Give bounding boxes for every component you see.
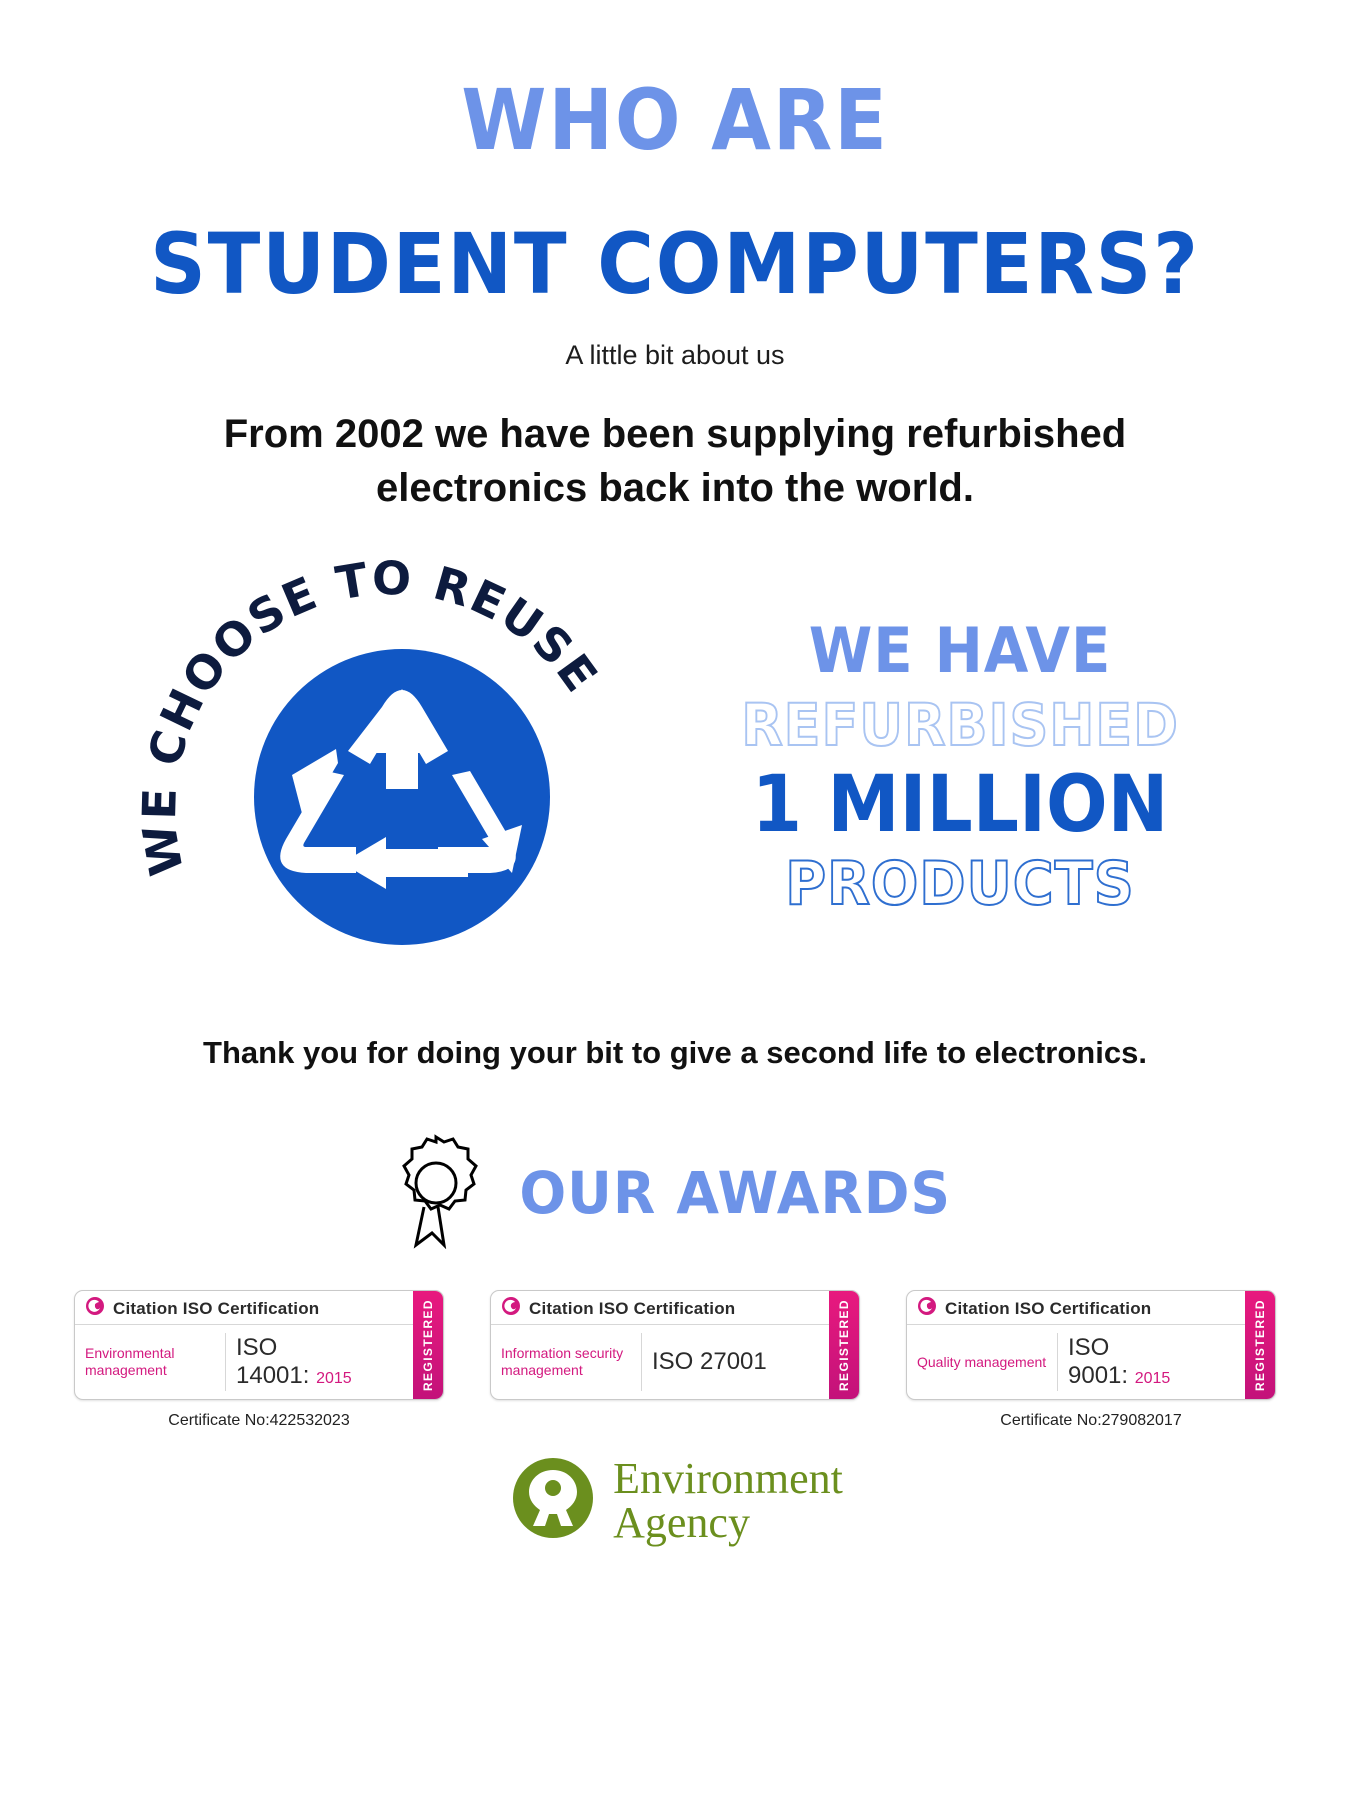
certificate-standard-line1: ISO [236, 1334, 278, 1362]
rosette-icon [388, 1131, 484, 1254]
certificate-scheme: Environmental management [85, 1345, 175, 1378]
certificate-standard [236, 1334, 352, 1389]
certificate-card-infosec [490, 1290, 860, 1412]
environment-agency-logo [0, 1452, 1350, 1549]
intro-paragraph: From 2002 we have been supplying refurbished electronics back into the world. [223, 412, 1127, 510]
citation-logo-icon [85, 1296, 105, 1321]
certificate-card-environmental [74, 1290, 444, 1430]
awards-title: OUR AWARDS [519, 1158, 951, 1227]
awards-heading [0, 1131, 1350, 1254]
page-subtitle: A little bit about us [565, 340, 785, 370]
environment-agency-line2: Agency [613, 1497, 750, 1547]
middle-band [0, 557, 1350, 977]
reuse-badge [130, 557, 670, 977]
page-title-line2: STUDENT COMPUTERS? [150, 215, 1200, 313]
certificate-year: 2015 [1134, 1370, 1171, 1387]
certificate-brand: Citation ISO Certification [113, 1298, 320, 1318]
citation-logo-icon [917, 1296, 937, 1321]
page-title-line1: WHO ARE [461, 71, 889, 169]
divider [225, 1333, 226, 1391]
certificate-registered-band [413, 1291, 443, 1399]
environment-agency-text [613, 1453, 843, 1547]
citation-logo-icon [501, 1296, 521, 1321]
environment-agency-line1: Environment [613, 1453, 843, 1503]
stat-line-2: REFURBISHED [741, 691, 1179, 759]
certificate-standard-line2: 9001: [1068, 1362, 1129, 1389]
certificates-row [0, 1290, 1350, 1430]
certificate-card-quality [906, 1290, 1276, 1430]
divider [641, 1333, 642, 1391]
badge-curved-text: WE CHOOSE TO REUSE [131, 557, 610, 880]
certificate-registered-label: REGISTERED [837, 1298, 851, 1391]
certificate-brand: Citation ISO Certification [529, 1298, 736, 1318]
certificate-standard-line1: ISO [1068, 1334, 1110, 1362]
certificate-registered-band [1245, 1291, 1275, 1399]
certificate-registered-label: REGISTERED [1253, 1298, 1267, 1391]
certificate-standard-line1: ISO 27001 [652, 1348, 767, 1376]
certificate-standard-line2: 14001: [236, 1362, 310, 1389]
certificate-year: 2015 [316, 1370, 352, 1387]
stat-line-3: 1 MILLION [751, 760, 1169, 850]
divider [1057, 1333, 1058, 1391]
stat-line-1: WE HAVE [808, 614, 1112, 687]
environment-agency-tree-icon [507, 1452, 599, 1549]
certificate-registered-band [829, 1291, 859, 1399]
thanks-message: Thank you for doing your bit to give a second life to electronics. [203, 1035, 1147, 1070]
certificate-standard [652, 1348, 767, 1376]
certificate-registered-label: REGISTERED [421, 1298, 435, 1391]
certificate-standard [1068, 1334, 1170, 1389]
certificate-brand: Citation ISO Certification [945, 1298, 1152, 1318]
certificate-scheme: Quality management [917, 1353, 1047, 1370]
certificate-number: Certificate No:279082017 [1000, 1412, 1182, 1429]
refurbished-stat [700, 614, 1220, 919]
certificate-scheme: Information security management [501, 1345, 624, 1378]
header [0, 0, 1350, 371]
certificate-number: Certificate No:422532023 [168, 1412, 350, 1429]
stat-line-4: PRODUCTS [785, 849, 1135, 919]
